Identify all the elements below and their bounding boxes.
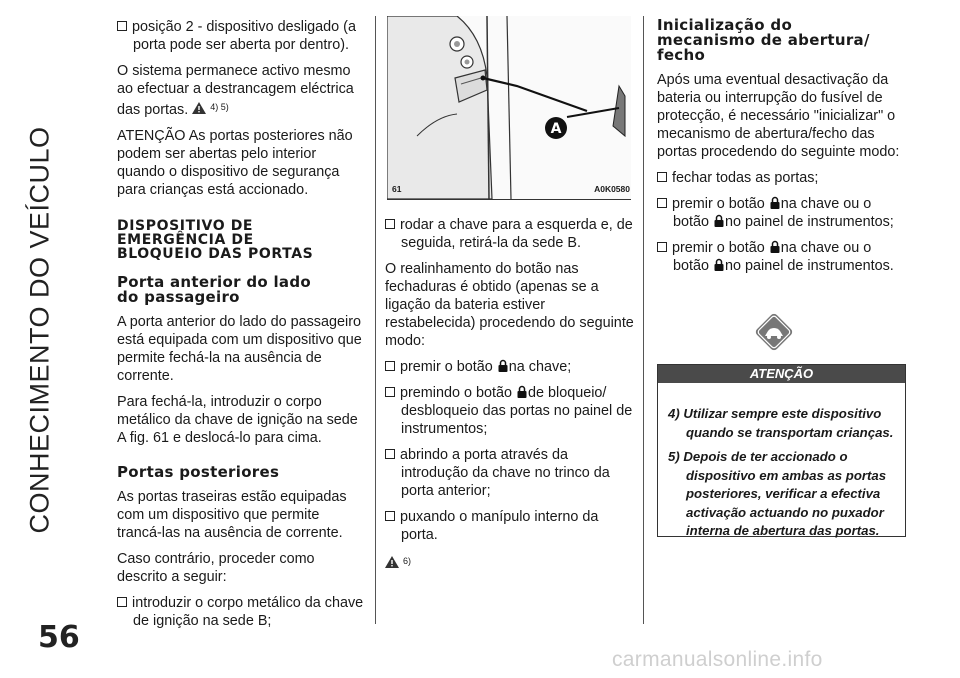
bullet-item: introduzir o corpo metálico da chave de ignição na sede B; <box>117 594 365 630</box>
heading-initialization: Inicialização do mecanismo de abertura/ fecho <box>657 16 870 64</box>
heading-rear-doors: Portas posteriores <box>117 463 280 481</box>
page-number: 56 <box>38 620 80 655</box>
bullet-item: premir o botão na chave; <box>385 358 635 376</box>
paragraph: O realinhamento do botão nas fechaduras é obtido (apenas se a ligação da bateria estiver restabelecida) procedendo do seguinte modo: <box>385 261 634 349</box>
bullet-item: premir o botão na chave ou o botão no painel de instrumentos; <box>657 195 909 231</box>
reference-line <box>385 552 635 573</box>
door-lock-illustration <box>387 16 631 199</box>
bullet-item: premir o botão na chave ou o botão no painel de instrumentos. <box>657 239 909 275</box>
bullet-item: abrindo a porta através da introdução da chave no trinco da porta anterior; <box>385 446 635 500</box>
heading-emergency-device: DISPOSITIVO DE EMERGÊNCIA DE BLOQUEIO DAS PORTAS <box>117 218 314 262</box>
paragraph: Após uma eventual desactivação da bateria ou interrupção do fusível de protecção, é necessário "inicializar" o mecanismo de abertura/fecho das portas procedendo do seguinte modo: <box>657 72 900 160</box>
column-divider-1 <box>375 16 376 624</box>
bullet-item: premindo o botão de bloqueio/ desbloqueio das portas no painel de instrumentos; <box>385 384 635 438</box>
warning-icon <box>385 556 399 568</box>
checkbox-bullet-icon <box>117 597 127 607</box>
paragraph: Para fechá-la, introduzir o corpo metálico da chave de ignição na sede A fig. 61 e deslocá-lo para cima. <box>117 394 358 446</box>
paragraph: Caso contrário, proceder como descrito a seguir: <box>117 551 315 585</box>
paragraph: O sistema permanece activo mesmo ao efectuar a destrancagem eléctrica das portas. $^{4) 5)}$ <box>117 63 354 118</box>
column-3 <box>657 18 909 283</box>
figure-callout-label: A <box>550 121 562 137</box>
checkbox-bullet-icon <box>385 449 395 459</box>
lock-icon <box>770 240 780 253</box>
checkbox-bullet-icon <box>385 361 395 371</box>
lock-icon <box>498 359 508 372</box>
figure-number: 61 <box>392 184 402 194</box>
warning-item: 4) Utilizar sempre este dispositivo quando se transportam crianças. <box>668 406 894 440</box>
reference-note: 4) 5) <box>210 102 229 112</box>
checkbox-bullet-icon <box>657 242 667 252</box>
warning-body <box>658 383 905 541</box>
reference-note: 6) <box>403 556 412 566</box>
column-divider-2 <box>643 16 644 624</box>
checkbox-bullet-icon <box>385 511 395 521</box>
heading-front-door: Porta anterior do lado do passageiro <box>117 273 311 306</box>
watermark: carmanualsonline.info <box>612 648 823 671</box>
car-hazard-warning-icon <box>754 312 794 352</box>
paragraph: A porta anterior do lado do passageiro está equipada com um dispositivo que permite fechá-la na ausência de corrente. <box>117 314 362 384</box>
warning-item: 5) Depois de ter accionado o dispositivo em ambas as portas posteriores, verificar a efectiva activação actuando no puxador interna de abertura das portas. <box>668 449 887 538</box>
warning-panel <box>657 364 906 537</box>
bullet-item: posição 2 - dispositivo desligado (a porta pode ser aberta por dentro). <box>117 18 365 54</box>
checkbox-bullet-icon <box>657 172 667 182</box>
lock-icon <box>714 214 724 227</box>
warning-title: ATENÇÃO <box>658 365 905 383</box>
bullet-item: fechar todas as portas; <box>657 169 909 187</box>
checkbox-bullet-icon <box>117 21 127 31</box>
paragraph: ATENÇÃO As portas posteriores não podem ser abertas pelo interior quando o dispositivo de segurança para crianças está accionado. <box>117 128 353 198</box>
figure-code: A0K0580 <box>594 184 630 194</box>
bullet-item: puxando o manípulo interno da porta. <box>385 508 635 544</box>
figure-door-lock <box>387 16 631 200</box>
warning-icon <box>192 102 206 114</box>
figure-caption <box>392 184 630 194</box>
paragraph: As portas traseiras estão equipadas com um dispositivo que permite trancá-las na ausência de corrente. <box>117 489 347 541</box>
lock-icon <box>714 258 724 271</box>
checkbox-bullet-icon <box>657 198 667 208</box>
column-1 <box>117 18 365 638</box>
bullet-item: rodar a chave para a esquerda e, de seguida, retirá-la da sede B. <box>385 216 635 252</box>
lock-icon <box>517 385 527 398</box>
checkbox-bullet-icon <box>385 387 395 397</box>
lock-icon <box>770 196 780 209</box>
checkbox-bullet-icon <box>385 219 395 229</box>
column-2 <box>385 216 635 581</box>
